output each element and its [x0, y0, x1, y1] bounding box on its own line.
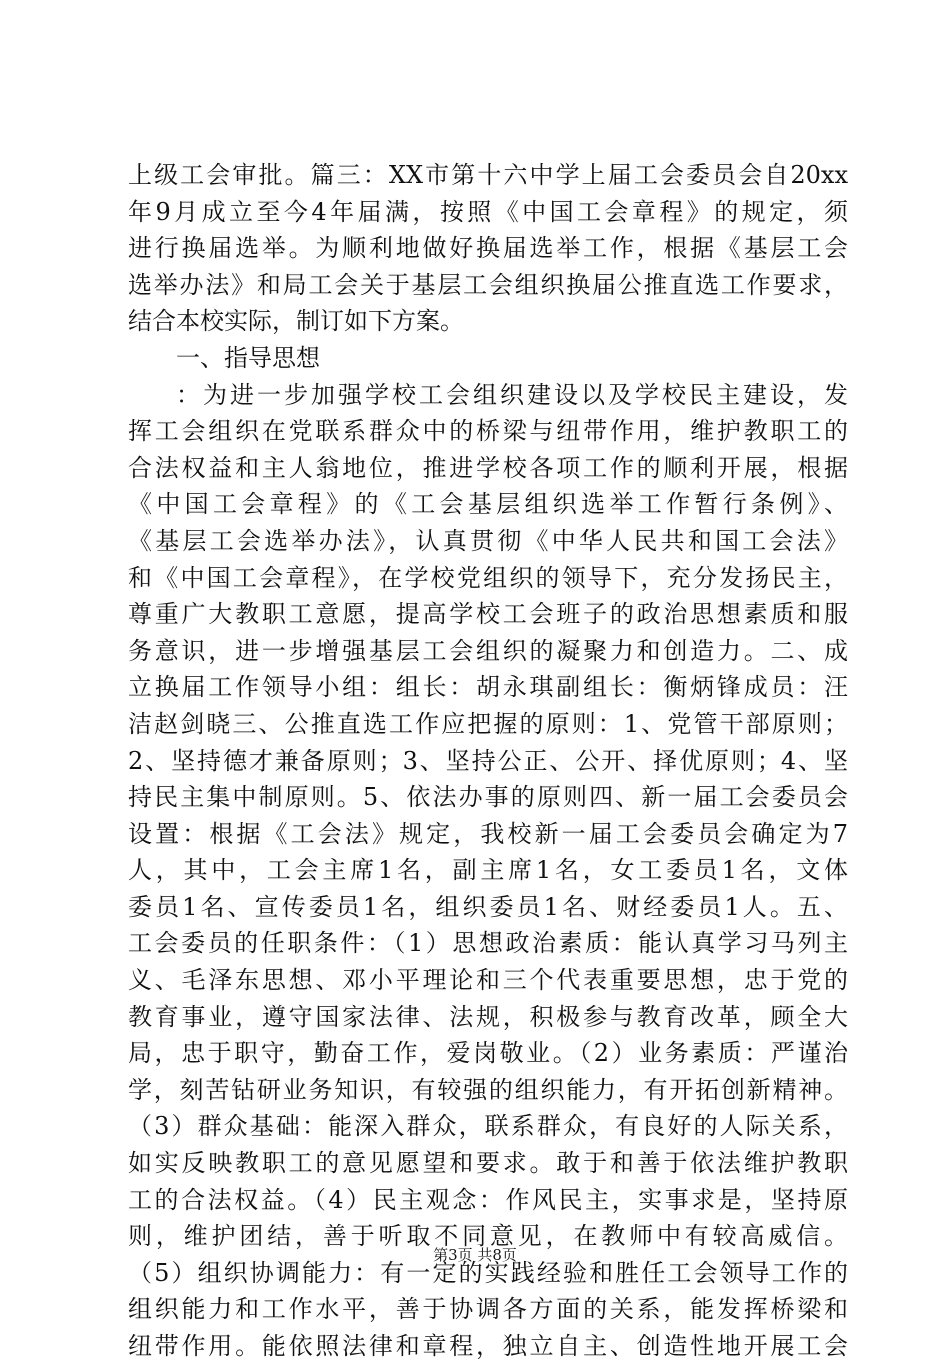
- page-number-footer: 第3页 共8页: [433, 1246, 517, 1264]
- text-line: 持民主集中制原则。5、依法办事的原则四、新一届工会委员会: [128, 783, 848, 812]
- text-line: 则，维护团结，善于听取不同意见，在教师中有较高威信。: [128, 1222, 848, 1251]
- text-line: 《基层工会选举办法》，认真贯彻《中华人民共和国工会法》: [128, 526, 848, 555]
- text-line: 立换届工作领导小组：组长：胡永琪副组长：衡炳锋成员：汪: [128, 673, 848, 702]
- text-line: ：为进一步加强学校工会组织建设以及学校民主建设，发: [176, 380, 848, 409]
- text-line: 纽带作用。能依照法律和章程，独立自主、创造性地开展工会: [128, 1332, 848, 1360]
- text-line: 组织能力和工作水平，善于协调各方面的关系，能发挥桥梁和: [128, 1295, 848, 1324]
- text-line: 义、毛泽东思想、邓小平理论和三个代表重要思想，忠于党的: [128, 966, 848, 995]
- document-body: [128, 157, 848, 1365]
- text-line: 《中国工会章程》的《工会基层组织选举工作暂行条例》、: [128, 490, 848, 519]
- section-heading: 一、指导思想: [176, 343, 320, 372]
- text-line: 尊重广大教职工意愿，提高学校工会班子的政治思想素质和服: [128, 600, 848, 629]
- text-line: 合法权益和主人翁地位，推进学校各项工作的顺利开展，根据: [128, 453, 848, 482]
- text-line: 结合本校实际，制订如下方案。: [128, 307, 464, 336]
- text-line: （5）组织协调能力：有一定的实践经验和胜任工会领导工作的: [128, 1258, 848, 1287]
- text-line: 工会委员的任职条件：（1）思想政治素质：能认真学习马列主: [128, 929, 848, 958]
- text-line: 教育事业，遵守国家法律、法规，积极参与教育改革，顾全大: [128, 1002, 848, 1031]
- text-line: 洁赵剑晓三、公推直选工作应把握的原则：1、党管干部原则；: [128, 709, 848, 738]
- text-line: 如实反映教职工的意见愿望和要求。敢于和善于依法维护教职: [128, 1149, 848, 1178]
- text-line: 挥工会组织在党联系群众中的桥梁与纽带作用，维护教职工的: [128, 417, 848, 446]
- text-line: 进行换届选举。为顺利地做好换届选举工作，根据《基层工会: [128, 234, 848, 263]
- text-line: 委员1名、宣传委员1名，组织委员1名、财经委员1人。五、: [128, 892, 848, 921]
- text-line: 设置：根据《工会法》规定，我校新一届工会委员会确定为7: [128, 819, 848, 848]
- text-line: 和《中国工会章程》，在学校党组织的领导下，充分发扬民主，: [128, 563, 848, 592]
- text-line: （3）群众基础：能深入群众，联系群众，有良好的人际关系，: [128, 1112, 848, 1141]
- text-line: 上级工会审批。篇三：XX市第十六中学上届工会委员会自20xx: [128, 161, 848, 189]
- text-line: 工的合法权益。（4）民主观念：作风民主，实事求是，坚持原: [128, 1185, 848, 1214]
- text-line: 2、坚持德才兼备原则；3、坚持公正、公开、择优原则；4、坚: [128, 746, 848, 775]
- text-line: 人，其中，工会主席1名，副主席1名，女工委员1名，文体: [128, 856, 848, 885]
- text-line: 年9月成立至今4年届满，按照《中国工会章程》的规定，须: [128, 197, 848, 226]
- text-line: 局，忠于职守，勤奋工作，爱岗敬业。（2）业务素质：严谨治: [128, 1039, 848, 1068]
- text-line: 务意识，进一步增强基层工会组织的凝聚力和创造力。二、成: [128, 636, 848, 665]
- text-line: 学，刻苦钻研业务知识，有较强的组织能力，有开拓创新精神。: [128, 1075, 848, 1104]
- text-line: 选举办法》和局工会关于基层工会组织换届公推直选工作要求，: [128, 270, 848, 299]
